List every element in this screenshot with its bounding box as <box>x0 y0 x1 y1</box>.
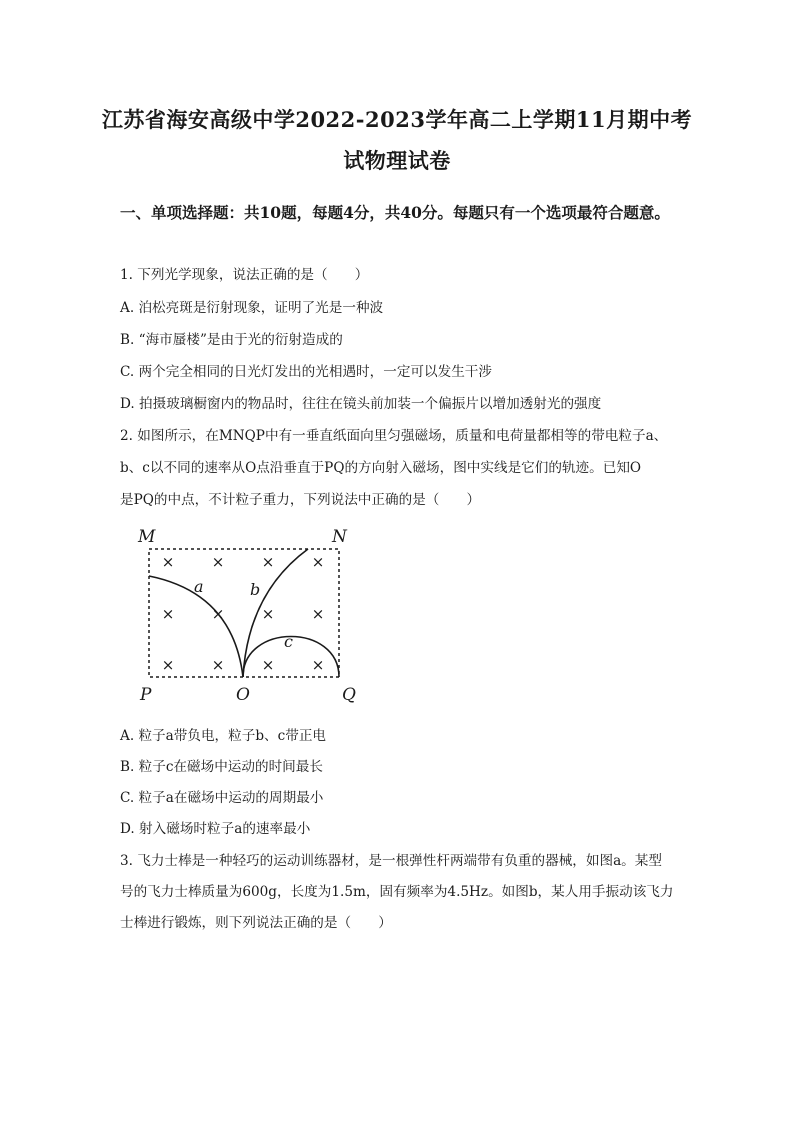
q2-option-a: A. 粒子a带负电，粒子b、c带正电 <box>120 728 327 744</box>
q3-stem-line-1: 3. 飞力士棒是一种轻巧的运动训练器材，是一根弹性杆两端带有负重的器械，如图a。某型 <box>120 853 662 869</box>
field-cross: × <box>161 553 175 571</box>
q2-option-d: D. 射入磁场时粒子a的速率最小 <box>120 821 311 837</box>
corner-label-p: P <box>140 685 152 705</box>
corner-label-n: N <box>332 527 347 547</box>
exam-title-line-2: 试物理试卷 <box>343 148 451 173</box>
point-label-o: O <box>236 685 250 705</box>
field-cross: × <box>261 605 275 623</box>
q1-stem: 1. 下列光学现象，说法正确的是（ ） <box>120 267 369 283</box>
field-cross: × <box>261 553 275 571</box>
field-cross: × <box>261 656 275 674</box>
field-cross: × <box>211 656 225 674</box>
field-cross: × <box>161 656 175 674</box>
field-cross: × <box>211 553 225 571</box>
q2-option-c: C. 粒子a在磁场中运动的周期最小 <box>120 790 324 806</box>
field-cross: × <box>211 605 225 623</box>
field-cross: × <box>311 656 325 674</box>
magnetic-field-diagram <box>128 523 368 713</box>
q2-stem-line-1: 2. 如图所示，在MNQP中有一垂直纸面向里匀强磁场，质量和电荷量都相等的带电粒子a、 <box>120 428 668 444</box>
track-label-a: a <box>194 577 204 596</box>
q2-option-b: B. 粒子c在磁场中运动的时间最长 <box>120 759 323 775</box>
corner-label-q: Q <box>342 685 356 705</box>
field-cross: × <box>311 605 325 623</box>
q3-stem-line-2: 号的飞力士棒质量为600g，长度为1.5m，固有频率为4.5Hz。如图b，某人用手振动该飞力 <box>120 884 674 900</box>
q2-stem-line-2: b、c以不同的速率从O点沿垂直于PQ的方向射入磁场，图中实线是它们的轨迹。已知O <box>120 460 642 476</box>
q3-stem-line-3: 士棒进行锻炼，则下列说法正确的是（ ） <box>120 915 392 931</box>
field-boundary <box>149 549 339 677</box>
track-label-b: b <box>250 580 261 599</box>
q1-option-b: B. “海市蜃楼”是由于光的衍射造成的 <box>120 332 343 348</box>
field-cross: × <box>311 553 325 571</box>
q1-option-c: C. 两个完全相同的日光灯发出的光相遇时，一定可以发生干涉 <box>120 364 492 380</box>
q1-option-a: A. 泊松亮斑是衍射现象，证明了光是一种波 <box>120 300 384 316</box>
trajectory-b <box>243 549 308 677</box>
q1-option-d: D. 拍摄玻璃橱窗内的物品时，往往在镜头前加装一个偏振片以增加透射光的强度 <box>120 396 602 412</box>
field-cross: × <box>161 605 175 623</box>
section-heading: 一、单项选择题：共10题，每题4分，共40分。每题只有一个选项最符合题意。 <box>120 203 670 222</box>
exam-title-line-1: 江苏省海安高级中学2022-2023学年高二上学期11月期中考 <box>101 107 693 132</box>
corner-label-m: M <box>138 527 156 547</box>
q2-stem-line-3: 是PQ的中点，不计粒子重力，下列说法中正确的是（ ） <box>120 492 481 508</box>
track-label-c: c <box>284 632 293 651</box>
